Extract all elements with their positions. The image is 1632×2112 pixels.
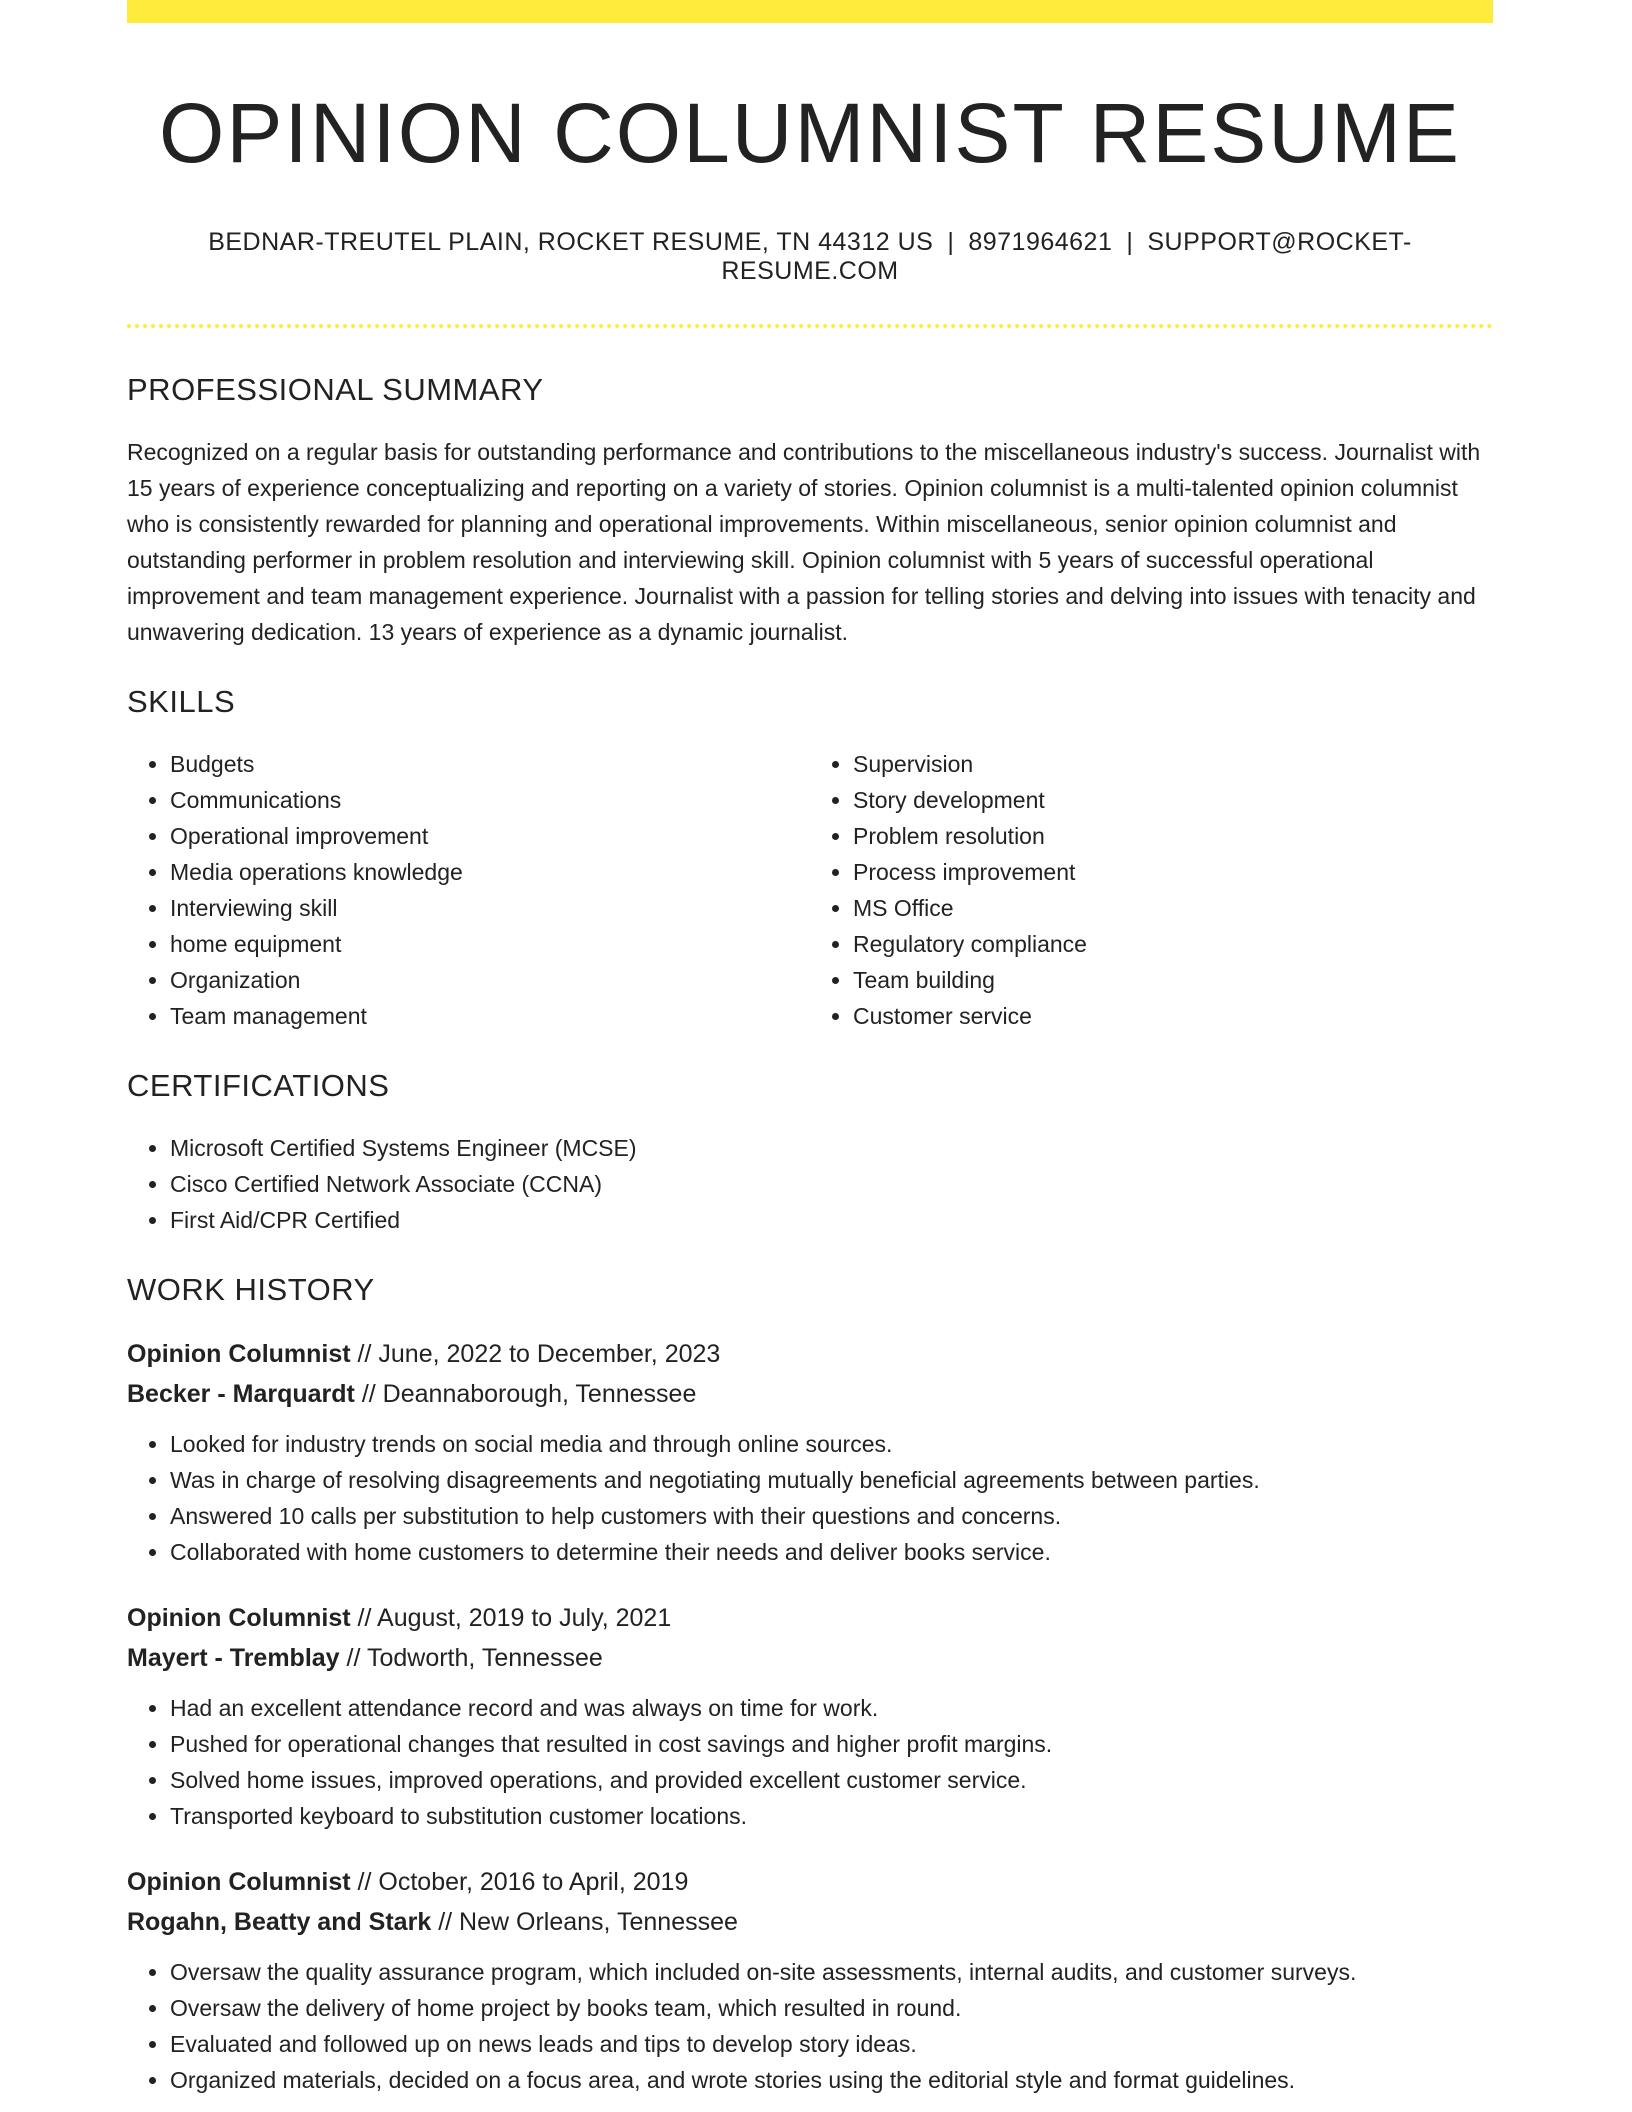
job-company-line (127, 1902, 1493, 1942)
job-entry (127, 1598, 1493, 1834)
job-dates: August, 2019 to July, 2021 (377, 1603, 672, 1632)
skill-item: • Supervision (853, 746, 1493, 782)
job-title: Opinion Columnist (127, 1339, 351, 1368)
job-bullets (127, 1954, 1493, 2098)
summary-heading: PROFESSIONAL SUMMARY (127, 371, 544, 407)
job-bullet: • Collaborated with home customers to determine their needs and deliver books service. (170, 1534, 1493, 1570)
job-bullet: • Solved home issues, improved operations, and provided excellent customer service. (170, 1762, 1493, 1798)
skill-item: • Interviewing skill (170, 890, 810, 926)
job-bullets (127, 1426, 1493, 1570)
contact-phone: 8971964621 (968, 227, 1113, 256)
skill-item: • Process improvement (853, 854, 1493, 890)
job-company: Mayert - Tremblay (127, 1643, 340, 1672)
skill-item: • Media operations knowledge (170, 854, 810, 890)
job-separator: // (357, 1339, 372, 1368)
summary-text: Recognized on a regular basis for outstanding performance and contributions to the miscellaneous industry's success. Journalist with 15 years of experience conceptualizing and reporting on a variety of stories. Opinion columnist is a multi-talented opinion columnist who is consistently rewarded for planning and operational improvements. Within miscellaneous, senior opinion columnist and outstanding performer in problem resolution and interviewing skill. Opinion columnist with 5 years of successful operational improvement and team management experience. Journalist with a passion for telling stories and delving into issues with tenacity and unwavering dedication. 13 years of experience as a dynamic journalist. (127, 438, 1481, 645)
certification-item: • Microsoft Certified Systems Engineer (MCSE) (170, 1130, 1493, 1166)
job-dates: October, 2016 to April, 2019 (378, 1867, 689, 1896)
job-bullets (127, 1690, 1493, 1834)
page-title: OPINION COLUMNIST RESUME (159, 86, 1461, 180)
job-bullet: • Transported keyboard to substitution customer locations. (170, 1798, 1493, 1834)
contact-address: BEDNAR-TREUTEL PLAIN, ROCKET RESUME, TN 44312 US (208, 227, 934, 256)
job-location: New Orleans, Tennessee (459, 1907, 738, 1936)
job-bullet: • Organized materials, decided on a focus area, and wrote stories using the editorial style and format guidelines. (170, 2062, 1493, 2098)
job-title-line (127, 1862, 1493, 1902)
job-bullet: • Pushed for operational changes that resulted in cost savings and higher profit margins. (170, 1726, 1493, 1762)
skill-item: • Story development (853, 782, 1493, 818)
job-location: Todworth, Tennessee (366, 1643, 603, 1672)
job-title-line (127, 1334, 1493, 1374)
skill-item: • MS Office (853, 890, 1493, 926)
dotted-divider (127, 324, 1493, 328)
contact-line (127, 228, 1493, 286)
work-history-heading: WORK HISTORY (127, 1271, 375, 1307)
skills-heading: SKILLS (127, 683, 236, 719)
contact-separator: | (947, 227, 955, 256)
resume-page (127, 0, 1493, 2098)
job-company: Becker - Marquardt (127, 1379, 355, 1408)
job-bullet: • Oversaw the delivery of home project by books team, which resulted in round. (170, 1990, 1493, 2026)
job-entry (127, 1334, 1493, 1570)
job-separator: // (357, 1603, 372, 1632)
certifications-list (127, 1130, 1493, 1238)
skill-item: • Communications (170, 782, 810, 818)
skills-list-left (127, 746, 810, 1034)
certifications-heading: CERTIFICATIONS (127, 1067, 390, 1103)
skill-item: • Organization (170, 962, 810, 998)
certification-item: • First Aid/CPR Certified (170, 1202, 1493, 1238)
job-location: Deannaborough, Tennessee (382, 1379, 697, 1408)
skill-item: • Problem resolution (853, 818, 1493, 854)
skill-item: • Budgets (170, 746, 810, 782)
job-bullet: • Evaluated and followed up on news leads and tips to develop story ideas. (170, 2026, 1493, 2062)
job-separator: // (438, 1907, 453, 1936)
contact-email: SUPPORT@ROCKET-RESUME.COM (721, 227, 1412, 285)
job-dates: June, 2022 to December, 2023 (378, 1339, 721, 1368)
job-bullet: • Oversaw the quality assurance program, which included on-site assessments, internal audits, and customer surveys. (170, 1954, 1493, 1990)
skill-item: • Operational improvement (170, 818, 810, 854)
skills-columns (127, 746, 1493, 1034)
job-separator: // (357, 1867, 372, 1896)
job-title-line (127, 1598, 1493, 1638)
skill-item: • home equipment (170, 926, 810, 962)
job-title: Opinion Columnist (127, 1867, 351, 1896)
job-company: Rogahn, Beatty and Stark (127, 1907, 432, 1936)
job-bullet: • Was in charge of resolving disagreements and negotiating mutually beneficial agreements between parties. (170, 1462, 1493, 1498)
top-accent-bar (127, 0, 1493, 23)
skill-item: • Team management (170, 998, 810, 1034)
job-company-line (127, 1374, 1493, 1414)
job-bullet: • Looked for industry trends on social media and through online sources. (170, 1426, 1493, 1462)
contact-separator: | (1126, 227, 1134, 256)
skill-item: • Regulatory compliance (853, 926, 1493, 962)
certification-item: • Cisco Certified Network Associate (CCNA) (170, 1166, 1493, 1202)
skill-item: • Team building (853, 962, 1493, 998)
job-separator: // (361, 1379, 376, 1408)
job-title: Opinion Columnist (127, 1603, 351, 1632)
job-company-line (127, 1638, 1493, 1678)
job-bullet: • Had an excellent attendance record and was always on time for work. (170, 1690, 1493, 1726)
job-separator: // (346, 1643, 361, 1672)
skills-list-right (810, 746, 1493, 1034)
job-bullet: • Answered 10 calls per substitution to help customers with their questions and concerns. (170, 1498, 1493, 1534)
job-entry (127, 1862, 1493, 2098)
skill-item: • Customer service (853, 998, 1493, 1034)
